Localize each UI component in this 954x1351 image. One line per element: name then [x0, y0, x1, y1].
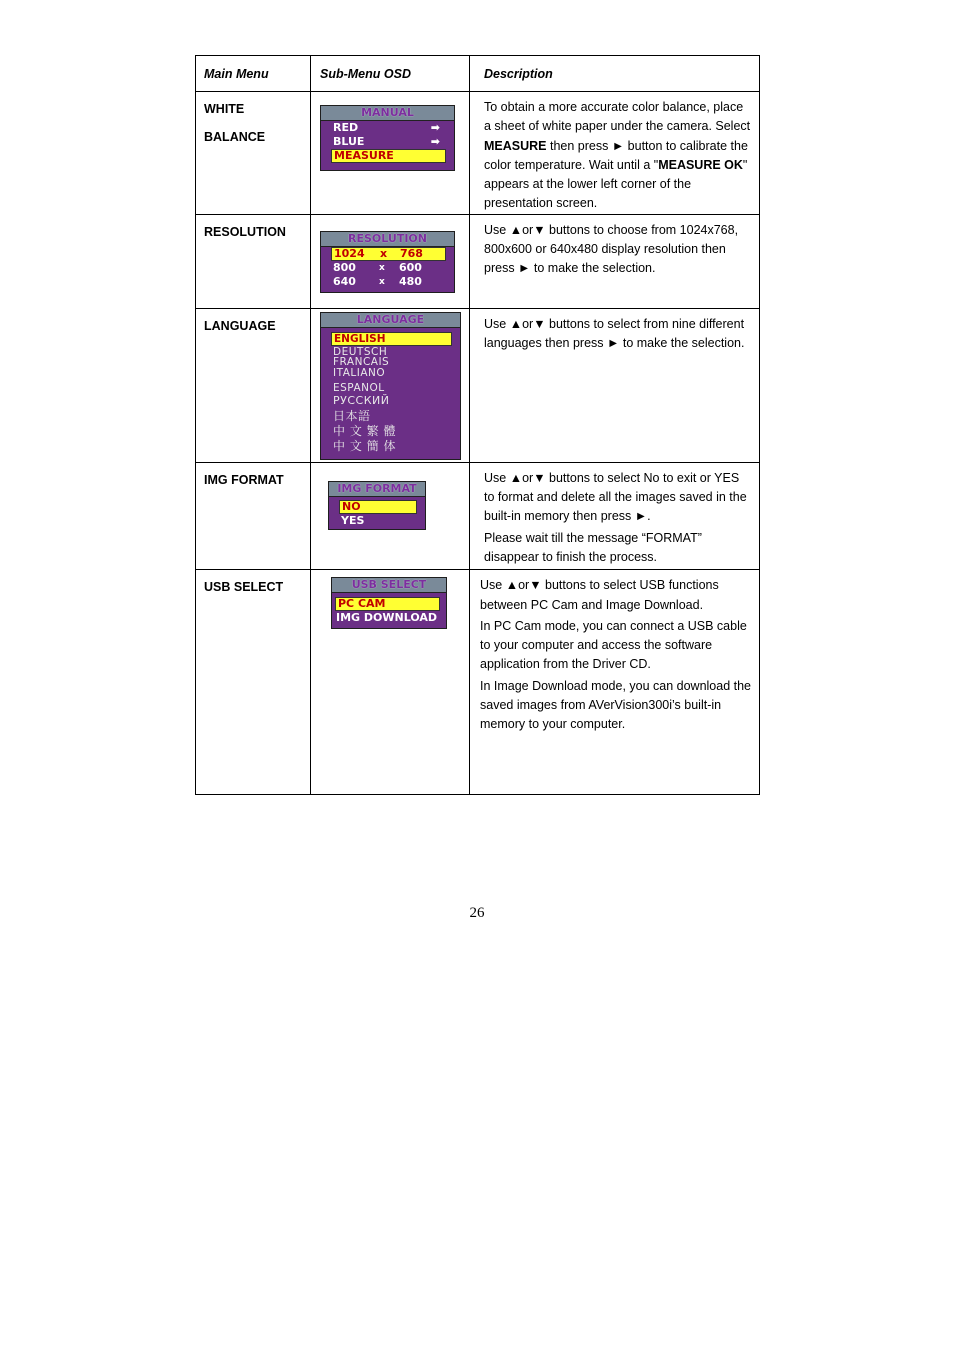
main-menu-cell [196, 308, 311, 462]
osd-item-640 [321, 275, 454, 289]
main-menu-cell [196, 462, 311, 569]
osd-title: RESOLUTION [321, 232, 454, 247]
osd-item-language: РУССКИЙ [333, 393, 390, 407]
osd-item-label: BLUE [333, 135, 365, 148]
osd-item-pc-cam-selected: PC CAM [335, 597, 440, 611]
page-number: 26 [469, 905, 485, 921]
description-cell: Use ▲or▼ buttons to select from nine different languages then press ► to make the selection. [470, 308, 760, 462]
main-menu-cell [196, 92, 311, 215]
osd-title: LANGUAGE [321, 313, 460, 328]
desc-text: To obtain a more accurate color balance, place a sheet of white paper under the camera. Select [484, 100, 751, 134]
osd-title: MANUAL [321, 106, 454, 121]
table-row-white-balance [196, 92, 760, 215]
description-cell: Use ▲or▼ buttons to choose from 1024x768, 800x600 or 640x480 display resolution then press ► to make the selection. [470, 214, 760, 308]
osd-cell [311, 92, 470, 215]
osd-item-yes: YES [341, 513, 365, 527]
osd-manual-panel [320, 105, 455, 171]
table-row-img-format [196, 462, 760, 569]
osd-cell [311, 308, 470, 462]
osd-item-measure-selected: MEASURE [331, 149, 446, 163]
osd-item-blue [321, 135, 454, 149]
main-menu-cell [196, 214, 311, 308]
header-description: Description [470, 56, 760, 92]
description-cell [470, 92, 760, 215]
arrow-right-icon: ➡ [430, 135, 440, 148]
desc-text: then press ► button to calibrate the color temperature. Wait until a " [484, 138, 748, 172]
description-cell [470, 462, 760, 569]
desc-paragraph: In PC Cam mode, you can connect a USB cable to your computer and access the software application from the Driver CD. [480, 618, 747, 672]
res-x: x [379, 262, 385, 273]
desc-bold-text: MEASURE [484, 138, 547, 153]
desc-bold-text: MEASURE OK [658, 157, 743, 172]
res-x: x [379, 276, 385, 287]
description-cell [470, 570, 760, 795]
osd-cell [311, 214, 470, 308]
res-width: 1024 [334, 246, 365, 260]
osd-item-english-selected: ENGLISH [331, 332, 452, 346]
desc-paragraph: Use ▲or▼ buttons to select No to exit or YES to format and delete all the images saved in the built-in memory then press ►. [484, 470, 747, 524]
osd-menu-table [195, 55, 760, 795]
table-row-language [196, 308, 760, 462]
table-row-resolution [196, 214, 760, 308]
osd-usb-select-panel [331, 577, 447, 629]
table-header-row [196, 56, 760, 92]
osd-item-language: FRANCAIS [333, 355, 390, 368]
desc-text: " appears at the lower left corner of the presentation screen. [484, 157, 748, 211]
res-width: 640 [333, 274, 356, 288]
osd-item-1024-selected [331, 247, 446, 261]
main-menu-cell [196, 570, 311, 795]
res-height: 768 [400, 246, 423, 260]
osd-item-language: DEUTSCH [333, 345, 388, 358]
osd-img-format-panel [328, 481, 426, 530]
header-main-menu: Main Menu [196, 56, 311, 92]
arrow-right-icon: ➡ [430, 121, 440, 134]
osd-resolution-panel [320, 231, 455, 293]
osd-cell [311, 462, 470, 569]
osd-item-label: RED [333, 121, 359, 134]
osd-item-img-download: IMG DOWNLOAD [336, 611, 438, 625]
osd-title: IMG FORMAT [329, 482, 425, 497]
desc-paragraph: Use ▲or▼ buttons to select USB functions between PC Cam and Image Download. [480, 578, 719, 612]
desc-paragraph: In Image Download mode, you can download the saved images from AVerVision300i’s built-in memory to your computer. [480, 678, 752, 732]
res-x: x [380, 246, 388, 260]
osd-item-language: 中 文 繁 體 [333, 423, 396, 438]
main-menu-label: BALANCE [204, 130, 266, 144]
table-row-usb-select [196, 570, 760, 795]
main-menu-label: IMG FORMAT [204, 472, 284, 487]
main-menu-label: LANGUAGE [204, 318, 276, 333]
main-menu-label: RESOLUTION [204, 224, 286, 239]
header-sub-menu: Sub-Menu OSD [311, 56, 470, 92]
osd-item-language: ITALIANO [333, 366, 386, 379]
osd-item-language: 日本語 [333, 408, 371, 423]
res-height: 480 [399, 274, 422, 288]
osd-item-language: 中 文 簡 体 [333, 438, 396, 453]
osd-item-800 [321, 261, 454, 275]
desc-paragraph: Please wait till the message “FORMAT” disappear to finish the process. [484, 530, 702, 564]
osd-title: USB SELECT [332, 578, 446, 593]
osd-item-no-selected: NO [339, 500, 417, 514]
main-menu-label: WHITE [204, 102, 245, 116]
osd-item-red [321, 121, 454, 135]
main-menu-label: USB SELECT [204, 580, 284, 595]
osd-cell [311, 570, 470, 795]
osd-item-language: ESPANOL [333, 381, 385, 394]
res-width: 800 [333, 260, 356, 274]
osd-language-panel [320, 312, 461, 460]
res-height: 600 [399, 260, 422, 274]
